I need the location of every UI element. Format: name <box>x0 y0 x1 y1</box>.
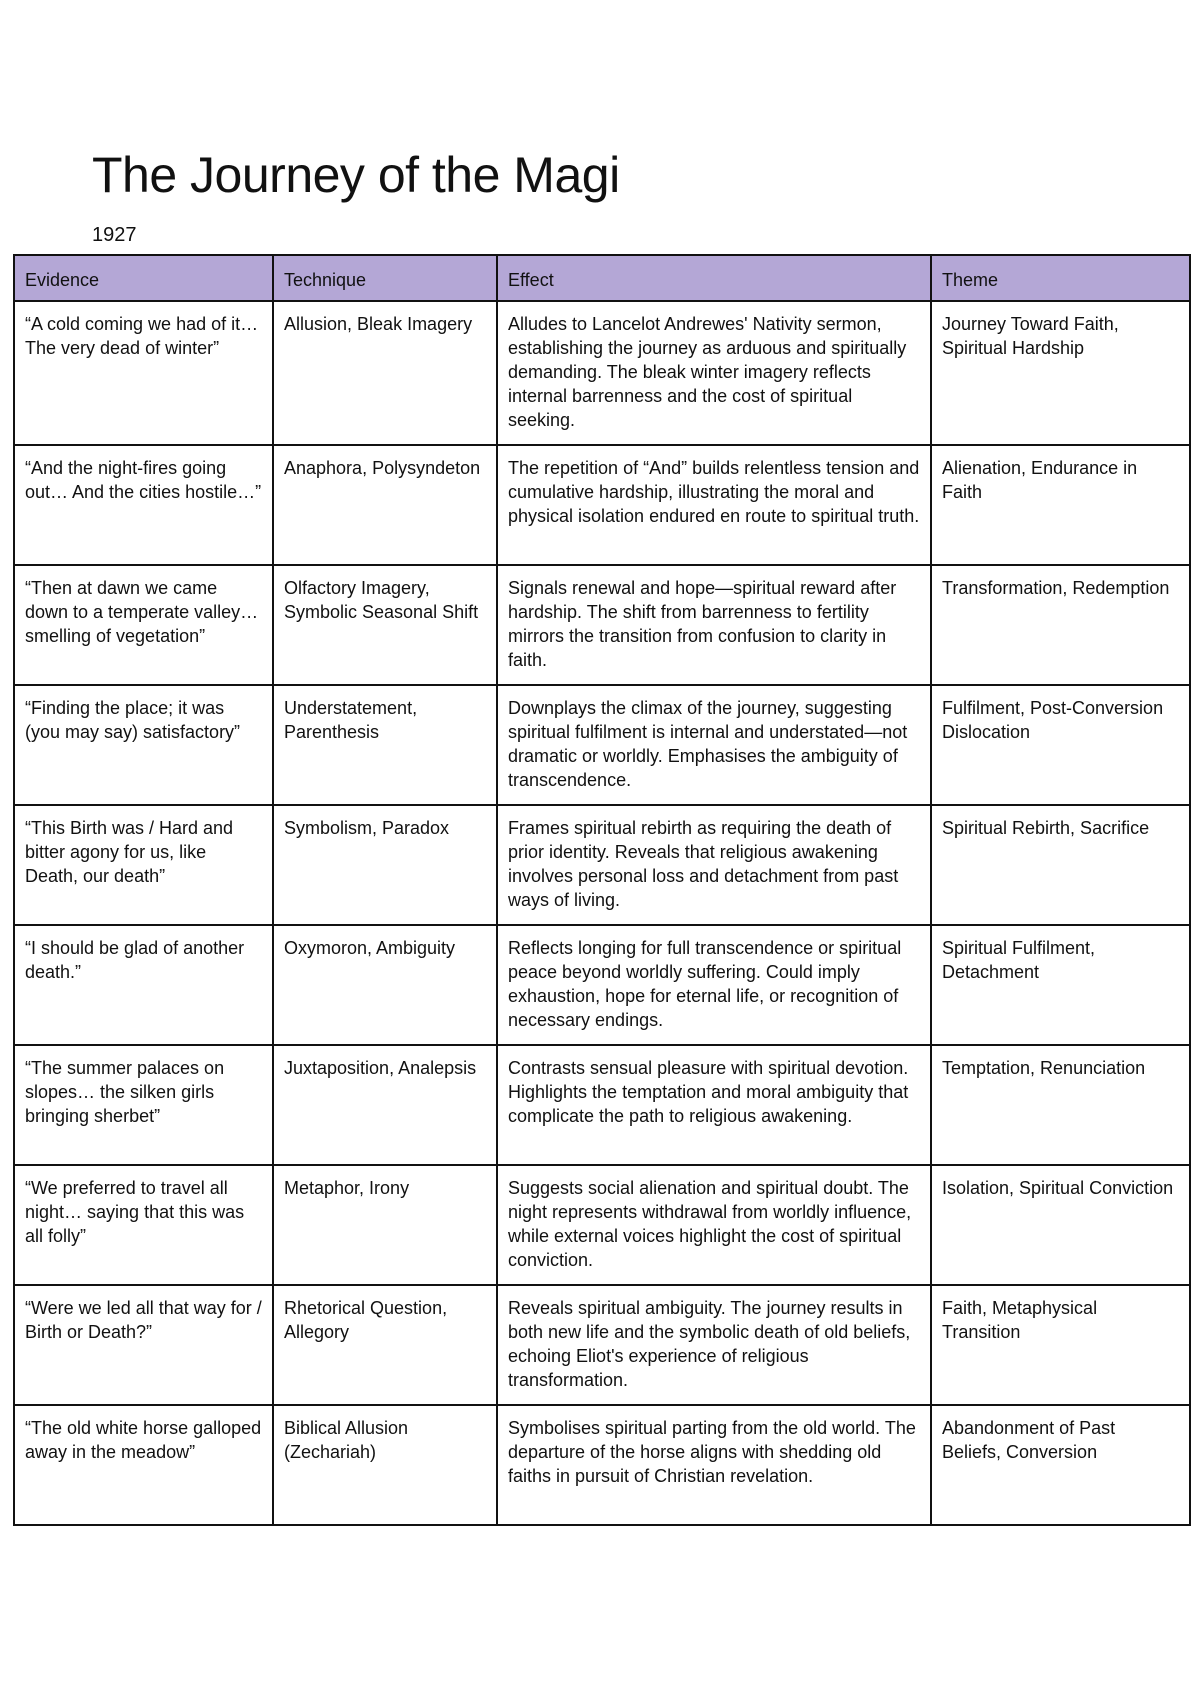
effect-cell: Frames spiritual rebirth as requiring the death of prior identity. Reveals that religious awakening involves personal loss and detachment from past ways of living. <box>497 805 931 925</box>
analysis-table <box>13 254 1191 1526</box>
theme-cell: Isolation, Spiritual Conviction <box>931 1165 1190 1285</box>
evidence-cell: “Finding the place; it was (you may say) satisfactory” <box>14 685 273 805</box>
theme-cell: Temptation, Renunciation <box>931 1045 1190 1165</box>
table-row <box>14 1405 1190 1525</box>
technique-cell: Allusion, Bleak Imagery <box>273 301 497 445</box>
header-effect: Effect <box>497 255 931 301</box>
header-evidence: Evidence <box>14 255 273 301</box>
table-row <box>14 1045 1190 1165</box>
evidence-cell: “And the night-fires going out… And the cities hostile…” <box>14 445 273 565</box>
table-row <box>14 301 1190 445</box>
effect-cell: The repetition of “And” builds relentless tension and cumulative hardship, illustrating the moral and physical isolation endured en route to spiritual truth. <box>497 445 931 565</box>
evidence-cell: “Then at dawn we came down to a temperate valley…smelling of vegetation” <box>14 565 273 685</box>
theme-cell: Alienation, Endurance in Faith <box>931 445 1190 565</box>
table-row <box>14 1165 1190 1285</box>
theme-cell: Abandonment of Past Beliefs, Conversion <box>931 1405 1190 1525</box>
table-row <box>14 565 1190 685</box>
technique-cell: Olfactory Imagery, Symbolic Seasonal Shift <box>273 565 497 685</box>
evidence-cell: “Were we led all that way for / Birth or Death?” <box>14 1285 273 1405</box>
technique-cell: Oxymoron, Ambiguity <box>273 925 497 1045</box>
theme-cell: Spiritual Fulfilment, Detachment <box>931 925 1190 1045</box>
table-row <box>14 925 1190 1045</box>
technique-cell: Biblical Allusion (Zechariah) <box>273 1405 497 1525</box>
evidence-cell: “We preferred to travel all night… saying that this was all folly” <box>14 1165 273 1285</box>
technique-cell: Anaphora, Polysyndeton <box>273 445 497 565</box>
evidence-cell: “The summer palaces on slopes… the silken girls bringing sherbet” <box>14 1045 273 1165</box>
document-title: The Journey of the Magi <box>92 147 620 203</box>
effect-cell: Signals renewal and hope—spiritual reward after hardship. The shift from barrenness to fertility mirrors the transition from confusion to clarity in faith. <box>497 565 931 685</box>
table-row <box>14 685 1190 805</box>
effect-cell: Alludes to Lancelot Andrewes' Nativity sermon, establishing the journey as arduous and spiritually demanding. The bleak winter imagery reflects internal barrenness and the cost of spiritual seeking. <box>497 301 931 445</box>
document-year: 1927 <box>92 224 137 246</box>
technique-cell: Rhetorical Question, Allegory <box>273 1285 497 1405</box>
theme-cell: Faith, Metaphysical Transition <box>931 1285 1190 1405</box>
effect-cell: Suggests social alienation and spiritual doubt. The night represents withdrawal from worldly influence, while external voices highlight the cost of spiritual conviction. <box>497 1165 931 1285</box>
technique-cell: Metaphor, Irony <box>273 1165 497 1285</box>
evidence-cell: “This Birth was / Hard and bitter agony for us, like Death, our death” <box>14 805 273 925</box>
evidence-cell: “I should be glad of another death.” <box>14 925 273 1045</box>
theme-cell: Fulfilment, Post-Conversion Dislocation <box>931 685 1190 805</box>
evidence-cell: “The old white horse galloped away in the meadow” <box>14 1405 273 1525</box>
effect-cell: Symbolises spiritual parting from the old world. The departure of the horse aligns with shedding old faiths in pursuit of Christian revelation. <box>497 1405 931 1525</box>
evidence-cell: “A cold coming we had of it… The very dead of winter” <box>14 301 273 445</box>
effect-cell: Contrasts sensual pleasure with spiritual devotion. Highlights the temptation and moral ambiguity that complicate the path to religious awakening. <box>497 1045 931 1165</box>
theme-cell: Transformation, Redemption <box>931 565 1190 685</box>
table-header-row <box>14 255 1190 301</box>
theme-cell: Journey Toward Faith, Spiritual Hardship <box>931 301 1190 445</box>
technique-cell: Understatement, Parenthesis <box>273 685 497 805</box>
header-technique: Technique <box>273 255 497 301</box>
technique-cell: Symbolism, Paradox <box>273 805 497 925</box>
technique-cell: Juxtaposition, Analepsis <box>273 1045 497 1165</box>
table-row <box>14 445 1190 565</box>
effect-cell: Downplays the climax of the journey, suggesting spiritual fulfilment is internal and understated—not dramatic or worldly. Emphasises the ambiguity of transcendence. <box>497 685 931 805</box>
effect-cell: Reveals spiritual ambiguity. The journey results in both new life and the symbolic death of old beliefs, echoing Eliot's experience of religious transformation. <box>497 1285 931 1405</box>
table-row <box>14 1285 1190 1405</box>
table-row <box>14 805 1190 925</box>
theme-cell: Spiritual Rebirth, Sacrifice <box>931 805 1190 925</box>
header-theme: Theme <box>931 255 1190 301</box>
effect-cell: Reflects longing for full transcendence or spiritual peace beyond worldly suffering. Could imply exhaustion, hope for eternal life, or recognition of necessary endings. <box>497 925 931 1045</box>
